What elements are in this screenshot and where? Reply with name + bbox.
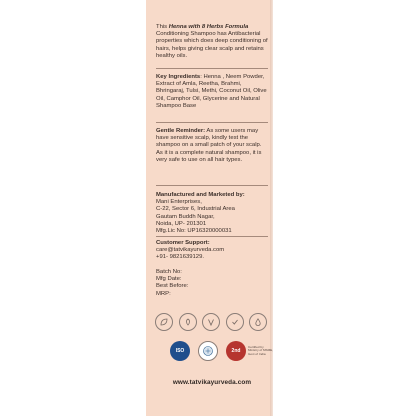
batch-line: MRP: (156, 290, 171, 297)
reminder-section (156, 128, 268, 164)
check-shield-icon (226, 313, 244, 331)
support-section (156, 240, 268, 262)
divider (156, 122, 268, 123)
batch-section (156, 269, 268, 298)
manufacturer-line: Noida, UP- 201301 (156, 220, 207, 227)
badge-row-certifications (155, 313, 267, 331)
manufacturer-section (156, 192, 268, 235)
ingredients-title: Key Ingredients (156, 74, 201, 80)
support-phone: +91- 9821639129. (156, 254, 204, 261)
website-url: www.tatvikayurveda.com (172, 379, 252, 386)
iso-badge: ISO (170, 341, 190, 361)
manufacturer-line: Mani Enterprises, (156, 199, 202, 206)
manufacturer-line: C-22, Sector 6, Industrial Area (156, 206, 235, 213)
batch-line: Batch No: (156, 269, 182, 275)
support-title: Customer Support: (156, 240, 210, 246)
batch-line: Best Before: (156, 283, 189, 290)
made-safe-badge (198, 341, 218, 361)
ingredients-text: : Henna , Neem Powder, Extract of Amla, Reetha, Brahmi, Bhringaraj, Tulsi, Methi, Coconut Oil, Olive Oil, Camphor Oil, Glycerine and Natural Shampoo Base (156, 74, 267, 109)
reminder-text: As some users may have sensitive scalp, kindly test the shampoo on a small patch of your scalp. As it is a complete natural shampoo, it is very safe to use on all hair types. (156, 128, 262, 163)
msme-text: Certified by Ministry of MSME, Govt of India (248, 344, 274, 356)
divider (156, 185, 268, 186)
batch-line: Mfg Date: (156, 276, 182, 283)
ingredients-section (156, 74, 268, 110)
leaf-icon (155, 313, 173, 331)
drop-icon (249, 313, 267, 331)
leaf-hand-icon (179, 313, 197, 331)
reminder-title: Gentle Reminder: (156, 128, 206, 134)
manufacturer-title: Manufactured and Marketed by: (156, 192, 245, 198)
support-email: care@tatvikayurveda.com (156, 247, 225, 254)
badge-row-logos (170, 341, 282, 361)
msme-emblem: 2nd (226, 341, 246, 361)
intro-text: This Henna with 8 Herbs Formula Conditioning Shampoo has Antibacterial properties which does deep conditioning of hairs, helps giving clear scalp and retains healthy oils. (156, 24, 268, 59)
manufacturer-line: Mfg.Lic No: UP16320000031 (156, 228, 232, 235)
msme-badge (226, 341, 274, 361)
divider (156, 236, 268, 237)
vegan-v-icon (202, 313, 220, 331)
manufacturer-line: Gautam Buddh Nagar, (156, 213, 215, 220)
divider (156, 68, 268, 69)
